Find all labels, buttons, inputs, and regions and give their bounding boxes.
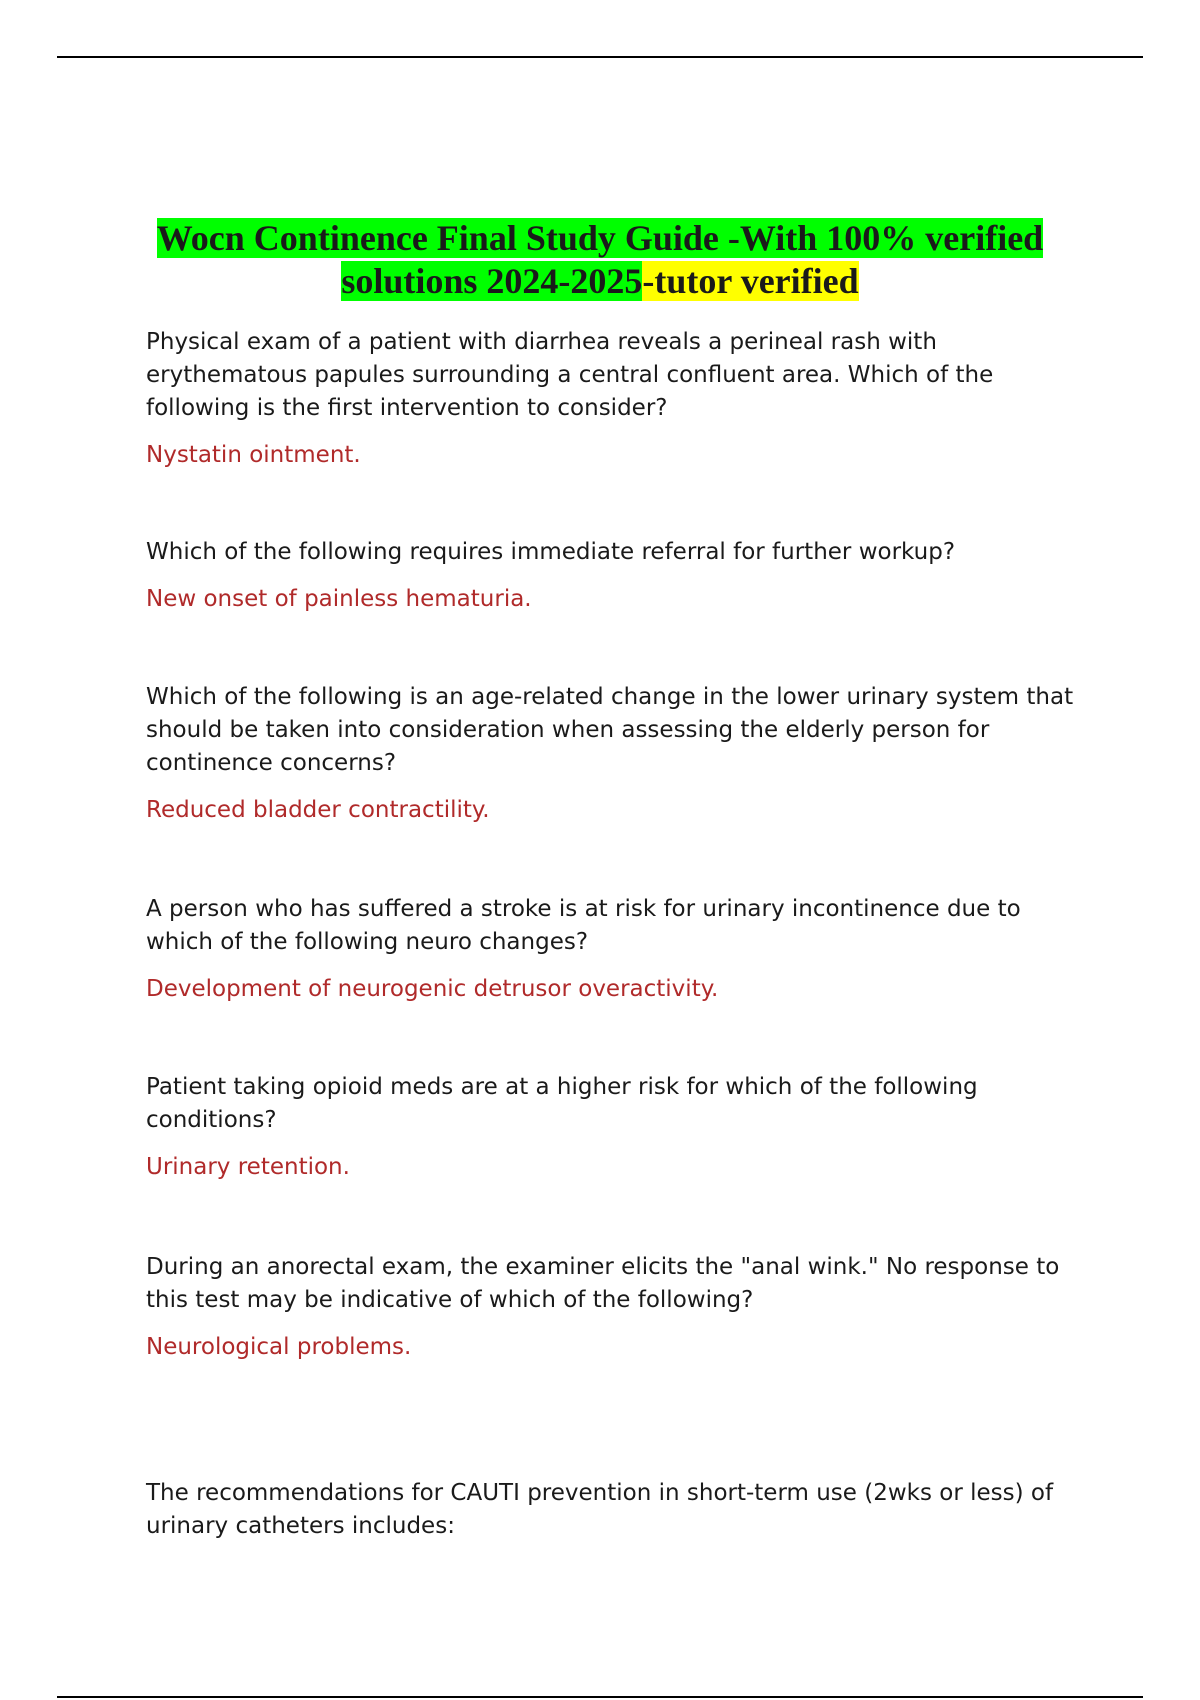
qa-item bbox=[146, 1071, 1076, 1184]
title-highlight-yellow: -tutor verified bbox=[642, 261, 859, 302]
answer-text: Neurological problems. bbox=[146, 1334, 412, 1360]
question-text: Physical exam of a patient with diarrhea reveals a perineal rash with erythematous papules surrounding a central confluent area. Which of the following is the first intervention to consider? bbox=[146, 329, 994, 421]
qa-item bbox=[146, 893, 1076, 1006]
answer-text: Development of neurogenic detrusor overactivity. bbox=[146, 976, 719, 1002]
qa-item bbox=[146, 536, 1076, 616]
question-text: During an anorectal exam, the examiner elicits the "anal wink." No response to this test may be indicative of which of the following? bbox=[146, 1254, 1060, 1313]
top-rule bbox=[57, 56, 1143, 58]
question-text: Which of the following is an age-related change in the lower urinary system that should be taken into consideration when assessing the elderly person for continence concerns? bbox=[146, 684, 1074, 776]
question-text: Which of the following requires immediate referral for further workup? bbox=[146, 539, 956, 565]
answer-text: Urinary retention. bbox=[146, 1154, 350, 1180]
answer-text: Reduced bladder contractility. bbox=[146, 797, 490, 823]
qa-item bbox=[146, 1251, 1076, 1364]
title-highlight-green: Wocn Continence Final Study Guide -With 100% verified solutions 2024-2025 bbox=[156, 218, 1044, 302]
question-text: The recommendations for CAUTI prevention in short-term use (2wks or less) of urinary catheters includes: bbox=[146, 1480, 1054, 1539]
question-text: A person who has suffered a stroke is at risk for urinary incontinence due to which of the following neuro changes? bbox=[146, 896, 1021, 955]
qa-item bbox=[146, 1477, 1076, 1543]
question-text: Patient taking opioid meds are at a higher risk for which of the following conditions? bbox=[146, 1074, 978, 1133]
answer-text: New onset of painless hematuria. bbox=[146, 586, 532, 612]
bottom-rule bbox=[57, 1696, 1143, 1698]
qa-item bbox=[146, 681, 1076, 827]
qa-item bbox=[146, 326, 1076, 472]
answer-text: Nystatin ointment. bbox=[146, 442, 361, 468]
document-title bbox=[100, 217, 1100, 303]
